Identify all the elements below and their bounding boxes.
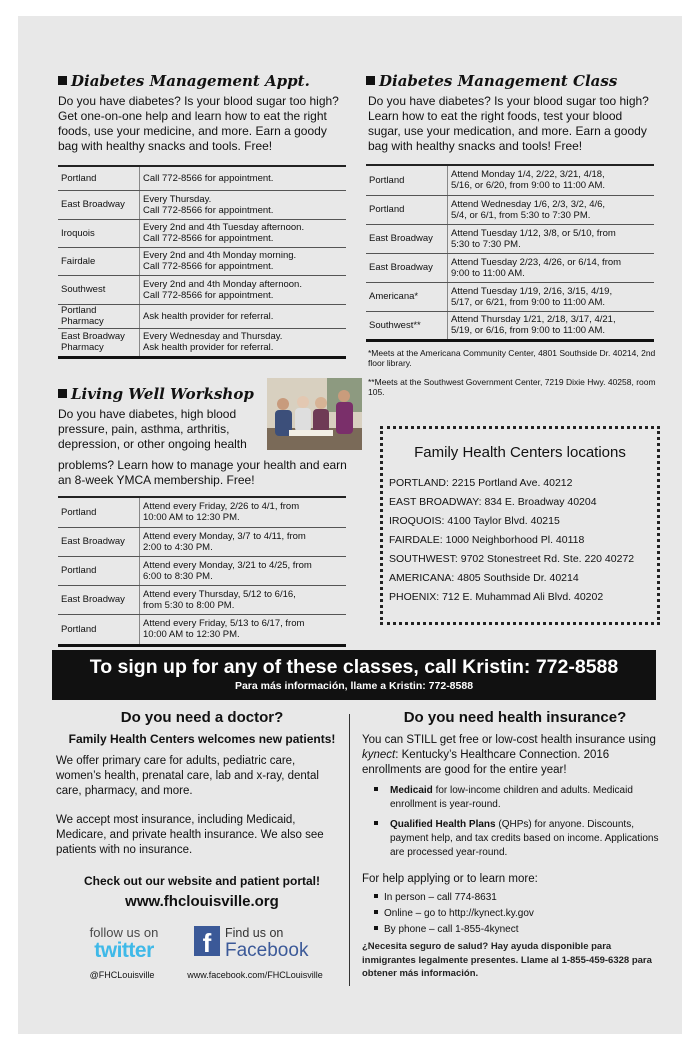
- dm-class-footnote-1: *Meets at the Americana Community Center, 4801 Southside Dr. 40214, 2nd floor library.: [368, 348, 656, 368]
- facebook-icon[interactable]: f: [194, 926, 220, 956]
- bullet-icon: [374, 894, 378, 898]
- signup-banner-main: To sign up for any of these classes, call Kristin: 772-8588: [89, 656, 619, 678]
- schedule-details: Every Wednesday and Thursday. Ask health provider for referral.: [140, 328, 347, 357]
- twitter-follow-text: follow us on: [89, 925, 159, 940]
- website-link[interactable]: www.fhclouisville.org: [125, 893, 279, 910]
- schedule-details: Attend Tuesday 1/19, 2/16, 3/15, 4/19, 5/17, or 6/21, from 9:00 to 11:00 AM.: [448, 282, 655, 311]
- dm-class-footnote-2: **Meets at the Southwest Government Center, 7219 Dixie Hwy. 40258, room 105.: [368, 377, 656, 397]
- schedule-details: Attend every Friday, 5/13 to 6/17, from 10:00 AM to 12:30 PM.: [140, 614, 347, 645]
- schedule-row: [58, 527, 346, 556]
- schedule-details: Every 2nd and 4th Monday morning. Call 772-8566 for appointment.: [140, 247, 347, 275]
- schedule-row: [366, 224, 654, 253]
- dm-appt-title: Diabetes Management Appt.: [58, 72, 310, 90]
- schedule-location: Southwest**: [366, 311, 448, 340]
- dm-appt-schedule-table: [58, 165, 346, 359]
- schedule-row: [366, 311, 654, 340]
- flyer-page: [18, 16, 682, 1034]
- signup-banner-spanish: Para más información, llame a Kristin: 772-8588: [234, 680, 474, 692]
- fhc-locations-list: [389, 474, 634, 607]
- schedule-location: Portland: [58, 614, 140, 645]
- help-label: For help applying or to learn more:: [362, 873, 538, 885]
- doctor-heading: Do you need a doctor?: [120, 709, 284, 726]
- schedule-row: [58, 497, 346, 527]
- schedule-location: Portland: [58, 556, 140, 585]
- schedule-row: [58, 304, 346, 328]
- facebook-logo-word: Facebook: [225, 940, 309, 961]
- schedule-details: Every 2nd and 4th Tuesday afternoon. Call 772-8566 for appointment.: [140, 219, 347, 247]
- square-bullet-icon: [366, 76, 375, 85]
- help-list: [374, 890, 664, 938]
- schedule-row: [366, 253, 654, 282]
- schedule-location: Portland: [58, 166, 140, 190]
- twitter-handle[interactable]: @FHCLouisville: [89, 970, 155, 980]
- schedule-location: East Broadway: [366, 253, 448, 282]
- schedule-details: Ask health provider for referral.: [140, 304, 347, 328]
- schedule-location: Portland: [58, 497, 140, 527]
- dm-class-intro: Do you have diabetes? Is your blood sugar too high? Learn how to eat the right foods, test your blood sugar, use your medication, and more. Earn a goody bag with healthy snacks and tools! Free!: [368, 94, 649, 153]
- schedule-location: Iroquois: [58, 219, 140, 247]
- dm-appt-intro: Do you have diabetes? Is your blood sugar too high? Get one-on-one help and learn how to eat the right foods, use your medicine, and more. Earn a goody bag with healthy snacks and tools. Free!: [58, 94, 339, 153]
- medicaid-bullet: Medicaid for low-income children and adults. Medicaid enrollment is year-round.: [390, 785, 633, 810]
- schedule-details: Attend Tuesday 2/23, 4/26, or 6/14, from 9:00 to 11:00 AM.: [448, 253, 655, 282]
- help-item: By phone – call 1-855-4kynect: [374, 922, 664, 938]
- doctor-subheading: Family Health Centers welcomes new patients!: [68, 732, 336, 746]
- schedule-location: Portland Pharmacy: [58, 304, 140, 328]
- schedule-location: Portland: [366, 195, 448, 224]
- twitter-logo-word: twitter: [94, 939, 154, 962]
- schedule-location: Portland: [366, 165, 448, 195]
- schedule-row: [58, 247, 346, 275]
- schedule-location: East Broadway: [58, 585, 140, 614]
- schedule-row: [366, 165, 654, 195]
- schedule-row: [58, 614, 346, 645]
- help-item: Online – go to http://kynect.ky.gov: [374, 906, 664, 922]
- schedule-details: Attend Wednesday 1/6, 2/3, 3/2, 4/6, 5/4, or 6/1, from 5:30 to 7:30 PM.: [448, 195, 655, 224]
- fhc-locations-box: [380, 426, 660, 625]
- insurance-intro: You can STILL get free or low-cost health insurance using kynect: Kentucky’s Healthcare Connection. 2016 enrollments are good for the entire year!: [362, 734, 656, 776]
- fhc-location: SOUTHWEST: 9702 Stonestreet Rd. Ste. 220 40272: [389, 553, 635, 565]
- bullet-icon: [374, 821, 378, 825]
- square-bullet-icon: [58, 389, 67, 398]
- kynect-name: kynect: [362, 749, 396, 761]
- dm-class-schedule-table: [366, 164, 654, 342]
- schedule-location: East Broadway: [58, 190, 140, 219]
- lww-intro-2: problems? Learn how to manage your health and earn an 8-week YMCA membership. Free!: [58, 458, 347, 487]
- fhc-locations-title: Family Health Centers locations: [414, 444, 626, 461]
- dm-class-title: Diabetes Management Class: [366, 72, 617, 90]
- schedule-row: [58, 328, 346, 357]
- help-item: In person – call 774-8631: [374, 890, 664, 906]
- bullet-icon: [374, 787, 378, 791]
- schedule-details: Attend every Friday, 2/26 to 4/1, from 10:00 AM to 12:30 PM.: [140, 497, 347, 527]
- schedule-location: Southwest: [58, 275, 140, 304]
- fhc-location: PORTLAND: 2215 Portland Ave. 40212: [389, 477, 573, 489]
- facebook-badge[interactable]: [225, 926, 325, 962]
- schedule-details: Attend Monday 1/4, 2/22, 3/21, 4/18, 5/16, or 6/20, from 9:00 to 11:00 AM.: [448, 165, 655, 195]
- column-divider: [349, 714, 350, 986]
- doctor-services-text: We offer primary care for adults, pediatric care, women’s health, prenatal care, lab and x-ray, dental care, pharmacy, and more.: [56, 755, 319, 797]
- workshop-photo-illustration: [267, 378, 362, 450]
- lww-intro-1: Do you have diabetes, high blood pressure, pain, asthma, arthritis, depression, or other ongoing health: [58, 407, 247, 451]
- schedule-row: [58, 275, 346, 304]
- website-label: Check out our website and patient portal!: [83, 874, 321, 888]
- insurance-spanish-note: ¿Necesita seguro de salud? Hay ayuda disponible para inmigrantes legalmente presentes. Llame al 1-855-459-6328 para obtener más información.: [362, 941, 652, 979]
- bullet-icon: [374, 910, 378, 914]
- schedule-row: [58, 219, 346, 247]
- schedule-details: Attend every Monday, 3/21 to 4/25, from 6:00 to 8:30 PM.: [140, 556, 347, 585]
- fhc-location: FAIRDALE: 1000 Neighborhood Pl. 40118: [389, 534, 585, 546]
- insurance-heading: Do you need health insurance?: [403, 709, 627, 726]
- schedule-details: Every 2nd and 4th Monday afternoon. Call 772-8566 for appointment.: [140, 275, 347, 304]
- lww-title: Living Well Workshop: [58, 385, 254, 403]
- schedule-details: Every Thursday. Call 772-8566 for appointment.: [140, 190, 347, 219]
- qhp-bullet: Qualified Health Plans (QHPs) for anyone. Discounts, payment help, and tax credits based on income. Applications are processed year-round.: [390, 819, 659, 858]
- schedule-details: Call 772-8566 for appointment.: [140, 166, 347, 190]
- workshop-photo: [267, 378, 362, 450]
- schedule-location: Fairdale: [58, 247, 140, 275]
- doctor-insurance-text: We accept most insurance, including Medicaid, Medicare, and private health insurance. We also see patients with no insurance.: [56, 814, 324, 856]
- fhc-location: IROQUOIS: 4100 Taylor Blvd. 40215: [389, 515, 560, 527]
- schedule-details: Attend every Thursday, 5/12 to 6/16, from 5:30 to 8:00 PM.: [140, 585, 347, 614]
- schedule-details: Attend Thursday 1/21, 2/18, 3/17, 4/21, 5/19, or 6/16, from 9:00 to 11:00 AM.: [448, 311, 655, 340]
- lww-schedule-table: [58, 496, 346, 647]
- schedule-row: [58, 556, 346, 585]
- schedule-row: [366, 195, 654, 224]
- schedule-row: [58, 585, 346, 614]
- schedule-details: Attend every Monday, 3/7 to 4/11, from 2:00 to 4:30 PM.: [140, 527, 347, 556]
- schedule-location: East Broadway Pharmacy: [58, 328, 140, 357]
- schedule-location: East Broadway: [366, 224, 448, 253]
- schedule-row: [366, 282, 654, 311]
- schedule-details: Attend Tuesday 1/12, 3/8, or 5/10, from 5:30 to 7:30 PM.: [448, 224, 655, 253]
- facebook-find-text: Find us on: [225, 926, 284, 940]
- bullet-icon: [374, 926, 378, 930]
- schedule-row: [58, 166, 346, 190]
- schedule-location: East Broadway: [58, 527, 140, 556]
- schedule-location: Americana*: [366, 282, 448, 311]
- fhc-location: PHOENIX: 712 E. Muhammad Ali Blvd. 40202: [389, 591, 604, 603]
- schedule-row: [58, 190, 346, 219]
- square-bullet-icon: [58, 76, 67, 85]
- fhc-location: AMERICANA: 4805 Southside Dr. 40214: [389, 572, 579, 584]
- fhc-location: EAST BROADWAY: 834 E. Broadway 40204: [389, 496, 597, 508]
- twitter-badge[interactable]: [74, 926, 174, 962]
- signup-banner: [52, 650, 656, 700]
- facebook-url[interactable]: www.facebook.com/FHCLouisville: [187, 970, 323, 980]
